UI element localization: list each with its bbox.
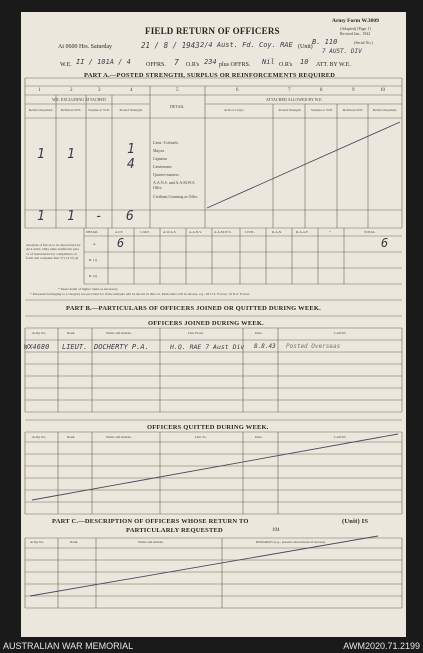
analysis-row-b2: B. (2) [89, 274, 98, 278]
col-number-7: 7 [288, 88, 291, 93]
quitted-header-unit-to: Unit To. [195, 435, 207, 439]
unit-label: (Unit) [298, 44, 313, 50]
date-value: 21 / 8 / 1943 [141, 41, 200, 50]
part-c-header-name: Name and Initials. [138, 540, 164, 544]
we-value: II / 101A / 4 [76, 58, 131, 66]
header-arm-or-corps: Arm or Corps. [224, 108, 245, 112]
col-number-5: 5 [176, 88, 179, 93]
joined-header-army-no: Army No. [32, 331, 47, 335]
offrs-label: OFFRS. [146, 62, 166, 68]
header-surplus: Surplus to W.E. [88, 108, 110, 112]
analysis-header-aif: A.I.F. [115, 230, 123, 234]
quitted-header-date: Date. [255, 435, 263, 439]
analysis-header-detail: DETAIL [86, 230, 99, 234]
quitted-header-cause: CAUSE. [334, 435, 347, 439]
joined-date: 8.8.43 [254, 343, 276, 350]
col-number-2: 2 [70, 88, 73, 93]
ors2-value: 10 [300, 58, 309, 66]
ors2-label: O.R's [279, 62, 293, 68]
joined-army-no: WX4680 [24, 343, 50, 351]
footer-accession: AWM2020.71.2199 [343, 641, 420, 651]
analysis-header-total: TOTAL. [364, 230, 377, 234]
joined-header-date: Date. [255, 331, 263, 335]
total-col2: 1 [67, 209, 75, 224]
note-category: * Personnel belonging to a category not provided for in the analysis will be shown in this col. Particulars will be shown, e.g., 93 U.S. Forces; 10 N.Z. Forces [30, 292, 250, 296]
joined-header-name: Name and Initials. [106, 331, 132, 335]
form-revised: Revised Jan., 1942 [340, 31, 371, 36]
ors-label: O.R's [186, 62, 200, 68]
total-col4: 6 [126, 209, 134, 224]
header-reints-att: Rein'ts Required. [372, 108, 398, 112]
at-label: At 0600 Hrs. Saturday [58, 44, 112, 50]
unit-value: 2/4 Aust. Fd. Coy. RAE [200, 41, 293, 49]
quitted-header-name: Name and Initials. [106, 435, 132, 439]
rank-qm: Quarter-masters [153, 172, 179, 177]
rank-aans: A.A.N.S. and A.A.M.W.S. Offrs. [153, 180, 196, 190]
part-b-title: PART B.—PARTICULARS OF OFFICERS JOINED OR QUITTED DURING WEEK. [66, 305, 322, 312]
rank-lt-col: Lieut.-Colonels [153, 140, 178, 145]
serial-value: B. 110 [312, 38, 338, 46]
offrs-value: 7 [174, 58, 179, 67]
att-label: ATT. BY W.E. [316, 62, 351, 68]
hw-col4-captains: 1 [127, 142, 135, 157]
joined-header-cause: CAUSE. [334, 331, 347, 335]
part-c-requested: PARTICULARLY REQUESTED [126, 527, 223, 534]
total-value: 6 [381, 236, 389, 250]
we-excluding-attached: W.E. EXCLUDING ATTACHED. [52, 97, 107, 102]
analysis-header-aamws: A.A.M.W.S. [214, 230, 232, 234]
analysis-header-civil: CIVIL. [245, 230, 256, 234]
col-number-6: 6 [236, 88, 239, 93]
form-number: Army Form W.3009 [332, 18, 379, 24]
analysis-header-awas: A.W.A.S. [163, 230, 177, 234]
col-number-3: 3 [98, 88, 101, 93]
hw-col1-captains: 1 [37, 147, 45, 162]
plus-offrs-value: Nil [262, 58, 275, 66]
form-adapted: (Adapted) (Page 1) [340, 26, 371, 31]
joined-title: OFFICERS JOINED DURING WEEK. [148, 320, 264, 327]
header-posted-strength: Posted Strength. [119, 108, 143, 112]
division-value: 7 AUST. DIV [322, 48, 362, 55]
serial-label: (Serial No.) [354, 40, 373, 45]
joined-unit-from: H.Q. RAE 7 Aust Div [170, 343, 245, 351]
col-number-8: 8 [320, 88, 323, 93]
footer-source: AUSTRALIAN WAR MEMORIAL [3, 641, 134, 651]
rank-captains: Captains [153, 156, 167, 161]
part-c-header-army-no: Army No. [30, 540, 45, 544]
quitted-title: OFFICERS QUITTED DURING WEEK. [147, 424, 269, 431]
analysis-row-a: A. [93, 242, 97, 246]
analysis-header-raaf: R.A.A.F. [296, 230, 309, 234]
part-c-title: PART C.—DESCRIPTION OF OFFICERS WHOSE RETURN TO [52, 518, 249, 525]
hw-col4-lieutenants: 4 [127, 157, 135, 172]
total-col3: - [95, 209, 103, 224]
joined-rank: LIEUT. [62, 343, 88, 351]
analysis-header-ran: R.A.N. [272, 230, 283, 234]
header-deficient-att: Deficient W.E. [342, 108, 364, 112]
note-higher-ranks: * Insert detail of higher ranks as necessary. [58, 287, 119, 291]
plus-offrs-label: plus OFFRS. [219, 62, 251, 68]
header-reints-required: Rein'ts Required. [28, 108, 54, 112]
col-number-1: 1 [38, 88, 41, 93]
part-c-title-unit: (Unit) IS [342, 518, 369, 525]
part-c-header-remarks: REMARKS (e.g., present whereabouts if known). [256, 540, 326, 544]
rank-lieutenants: Lieutenants [153, 164, 172, 169]
we-label: W.E. [60, 62, 72, 68]
form-title: FIELD RETURN OF OFFICERS [145, 26, 280, 36]
header-posted-strength-att: Posted Strength. [278, 108, 302, 112]
detail-header: DETAIL [170, 104, 185, 109]
rank-civilians: Civilians Counting as Offrs. [153, 194, 199, 199]
part-c-header-rank: Rank. [70, 540, 79, 544]
total-col1: 1 [37, 209, 45, 224]
analysis-row-b1: B. (1) [89, 258, 98, 262]
quitted-header-rank: Rank. [67, 435, 76, 439]
header-surplus-att: Surplus to W.E. [311, 108, 333, 112]
rank-majors: Majors [153, 148, 165, 153]
analysis-header-cmf: C.M.F. [140, 230, 150, 234]
ors-value: 234 [204, 58, 217, 66]
col-number-9: 9 [352, 88, 355, 93]
joined-cause: Posted Overseas [286, 343, 341, 350]
joined-name: DOCHERTY P.A. [94, 343, 149, 351]
part-c-year: 194 [272, 528, 280, 533]
aif-value: 6 [117, 236, 125, 250]
header-deficient: Deficient W.E. [60, 108, 82, 112]
analysis-note: Analysis of Part A to be shown here by ALL units. Only units notified in para 11 of instructions for compilation of form will complete Part 5?) 14 5?) 4) [26, 243, 81, 261]
joined-header-rank: Rank. [67, 331, 76, 335]
analysis-header-aans: A.A.N.S. [189, 230, 203, 234]
hw-col2-captains: 1 [67, 147, 75, 162]
part-a-title: PART A.—POSTED STRENGTH, SURPLUS OR REINFORCEMENTS REQUIRED [84, 72, 336, 79]
col-number-4: 4 [130, 88, 133, 93]
col-number-10: 10 [380, 88, 385, 93]
attached-allowed: ATTACHED ALLOWED BY W.E. [266, 97, 323, 102]
joined-header-unit-from: Unit From. [188, 331, 204, 335]
quitted-header-army-no: Army No. [32, 435, 47, 439]
analysis-header-other: * [329, 230, 331, 234]
